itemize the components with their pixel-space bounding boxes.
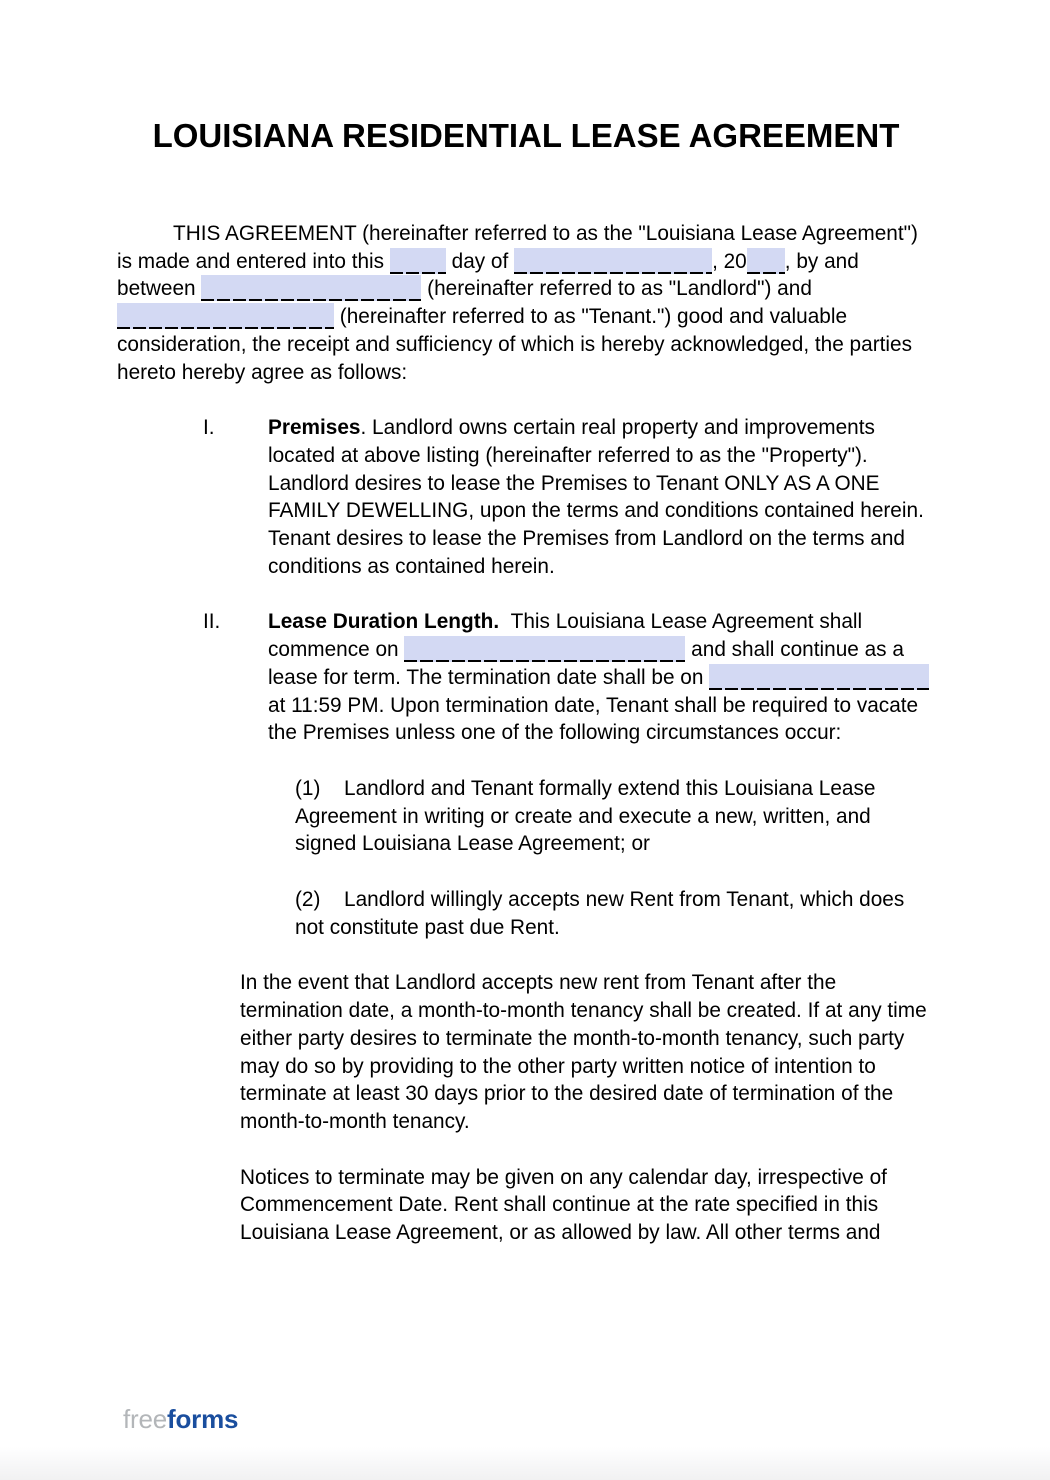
lease-duration-text-3: at 11:59 PM. Upon termination date, Tenant shall be required to vacate the Premises unless one of the following circumstances occur: <box>268 693 919 745</box>
day-number-blank-field[interactable] <box>390 248 446 274</box>
footer-brand-logo <box>123 1404 238 1434</box>
intro-text-3: , 20 <box>712 249 747 273</box>
page-bottom-gradient <box>0 1447 1050 1480</box>
list-item-2 <box>295 886 905 941</box>
list-item-1-text: Landlord and Tenant formally extend this Louisiana Lease Agreement in writing or create and execute a new, written, and signed Louisiana Lease Agreement; or <box>295 776 876 856</box>
section-lease-duration <box>117 608 935 747</box>
intro-text-6: (hereinafter referred to as "Tenant.") good and valuable consideration, the receipt and sufficiency of which is hereby acknowledged, the parties hereto hereby agree as follows: <box>117 305 912 384</box>
lease-duration-text-1: This Louisiana Lease Agreement shall commence on <box>268 610 863 662</box>
month-blank-field[interactable] <box>514 248 712 274</box>
page-title: LOUISIANA RESIDENTIAL LEASE AGREEMENT <box>152 117 900 154</box>
tenant-name-blank-field[interactable] <box>117 303 334 329</box>
termination-date-blank-field[interactable] <box>709 664 929 690</box>
section-lease-duration-number: II. <box>203 610 221 634</box>
paragraph-notices: Notices to terminate may be given on any calendar day, irrespective of Commencement Date. Rent shall continue at the rate specified in this Louisiana Lease Agreement, or as allowed by law. All other terms and <box>240 1165 887 1245</box>
commencement-date-blank-field[interactable] <box>404 636 685 662</box>
section-lease-duration-body <box>268 608 935 747</box>
section-lease-duration-heading: Lease Duration Length. <box>268 610 500 634</box>
list-item-2-text: Landlord willingly accepts new Rent from Tenant, which does not constitute past due Rent. <box>295 888 905 939</box>
year-blank-field[interactable] <box>747 248 785 274</box>
document-page <box>0 116 1050 1247</box>
section-premises-text: . Landlord owns certain real property and improvements located at above listing (hereinafter referred to as the "Property"). Landlord desires to lease the Premises to Tenant ONLY AS A ONE FAMILY DEWELLING, upon the terms and conditions contained herein. Tenant desires to lease the Premises from Landlord on the terms and conditions as contained herein. <box>268 416 924 578</box>
intro-text-4: , by and between <box>117 249 859 301</box>
list-item-1 <box>295 775 905 858</box>
section-premises <box>117 414 935 580</box>
intro-paragraph <box>117 220 935 386</box>
brand-free-text: free <box>123 1404 168 1434</box>
landlord-name-blank-field[interactable] <box>201 275 421 301</box>
section-premises-number: I. <box>203 416 215 440</box>
section-premises-heading: Premises <box>268 416 361 440</box>
intro-text-1: THIS AGREEMENT (hereinafter referred to as the "Louisiana Lease Agreement") is made and entered into this <box>117 222 918 273</box>
intro-text-2: day of <box>445 249 515 273</box>
brand-forms-text: forms <box>167 1404 239 1434</box>
paragraph-month-to-month: In the event that Landlord accepts new rent from Tenant after the termination date, a month-to-month tenancy shall be created. If at any time either party desires to terminate the month-to-month tenancy, such party may do so by providing to the other party written notice of intention to terminate at least 30 days prior to the desired date of termination of the month-to-month tenancy. <box>240 971 927 1133</box>
lease-duration-text-2: and shall continue as a lease for term. The termination date shall be on <box>268 638 904 689</box>
list-item-1-marker: (1) <box>295 776 321 800</box>
list-item-2-marker: (2) <box>295 888 321 912</box>
intro-text-5: (hereinafter referred to as "Landlord") and <box>421 277 812 301</box>
section-premises-body <box>268 414 935 580</box>
